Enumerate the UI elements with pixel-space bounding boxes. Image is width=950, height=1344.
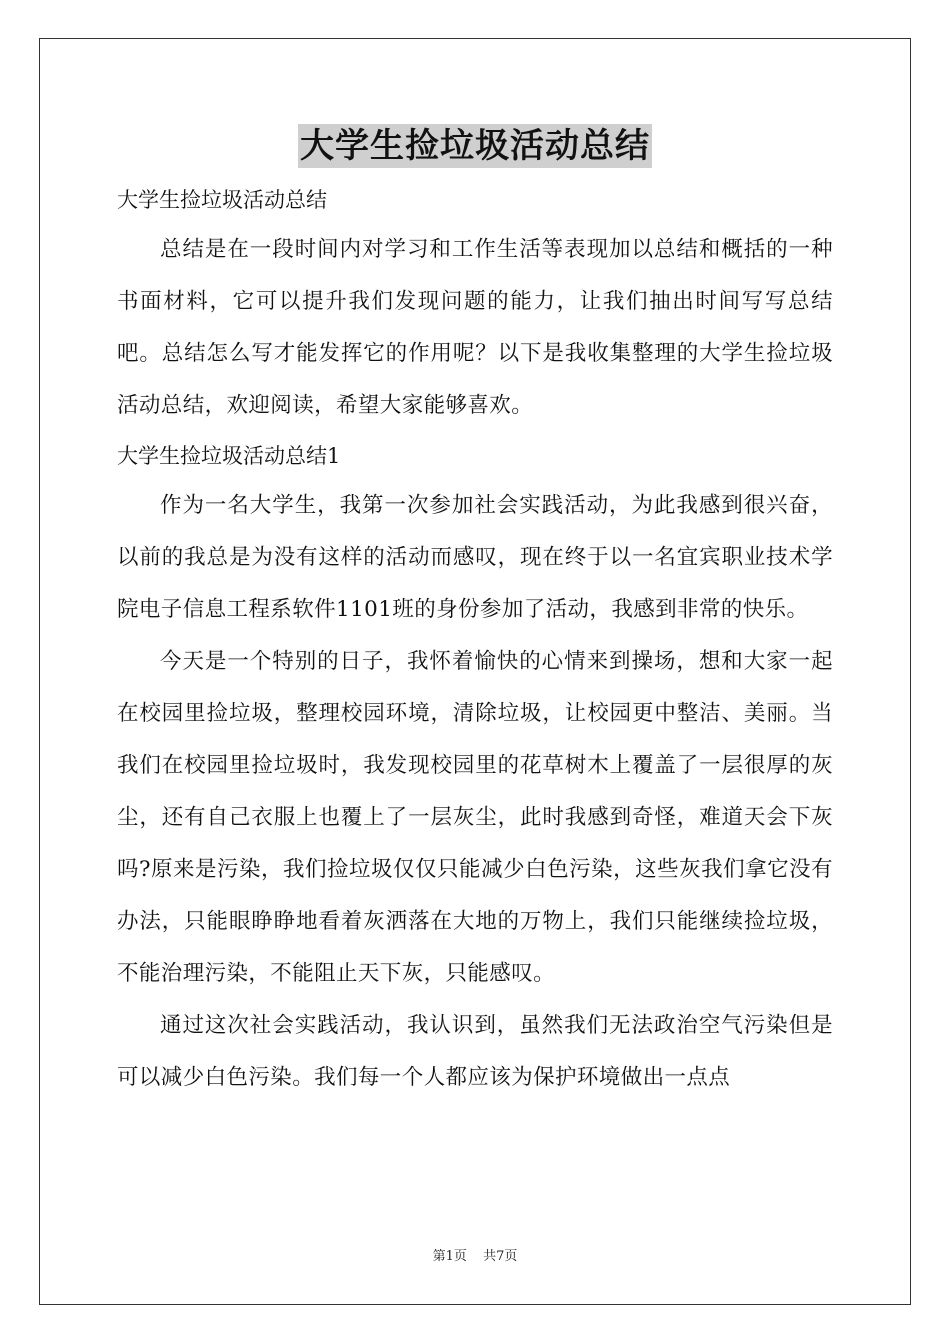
page-total: 共7页 xyxy=(483,1249,518,1264)
document-title: 大学生捡垃圾活动总结 xyxy=(300,126,650,166)
page-footer xyxy=(0,1248,950,1266)
body-paragraph-2: 今天是一个特别的日子，我怀着愉快的心情来到操场，想和大家一起在校园里捡垃圾，整理校园环境，清除垃圾，让校园更中整洁、美丽。当我们在校园里捡垃圾时，我发现校园里的花草树木上覆盖了一层很厚的灰尘，还有自己衣服上也覆上了一层灰尘，此时我感到奇怪，难道天会下灰吗?原来是污染，我们捡垃圾仅仅只能减少白色污染，这些灰我们拿它没有办法，只能眼睁睁地看着灰洒落在大地的万物上，我们只能继续捡垃圾，不能治理污染，不能阻止天下灰，只能感叹。 xyxy=(117,649,833,986)
document-body xyxy=(117,176,833,1104)
body-paragraph-3: 通过这次社会实践活动，我认识到，虽然我们无法政治空气污染但是可以减少白色污染。我们每一个人都应该为保护环境做出一点点 xyxy=(117,1013,833,1090)
section-heading: 大学生捡垃圾活动总结1 xyxy=(117,444,341,468)
page-number: 第1页 xyxy=(432,1249,467,1264)
title-area xyxy=(0,124,950,168)
document-subtitle: 大学生捡垃圾活动总结 xyxy=(117,188,327,212)
body-paragraph-1: 作为一名大学生，我第一次参加社会实践活动，为此我感到很兴奋，以前的我总是为没有这样的活动而感叹，现在终于以一名宜宾职业技术学院电子信息工程系软件1101班的身份参加了活动，我感到非常的快乐。 xyxy=(117,493,833,622)
intro-paragraph: 总结是在一段时间内对学习和工作生活等表现加以总结和概括的一种书面材料，它可以提升我们发现问题的能力，让我们抽出时间写写总结吧。总结怎么写才能发挥它的作用呢？以下是我收集整理的大学生捡垃圾活动总结，欢迎阅读，希望大家能够喜欢。 xyxy=(117,237,833,418)
